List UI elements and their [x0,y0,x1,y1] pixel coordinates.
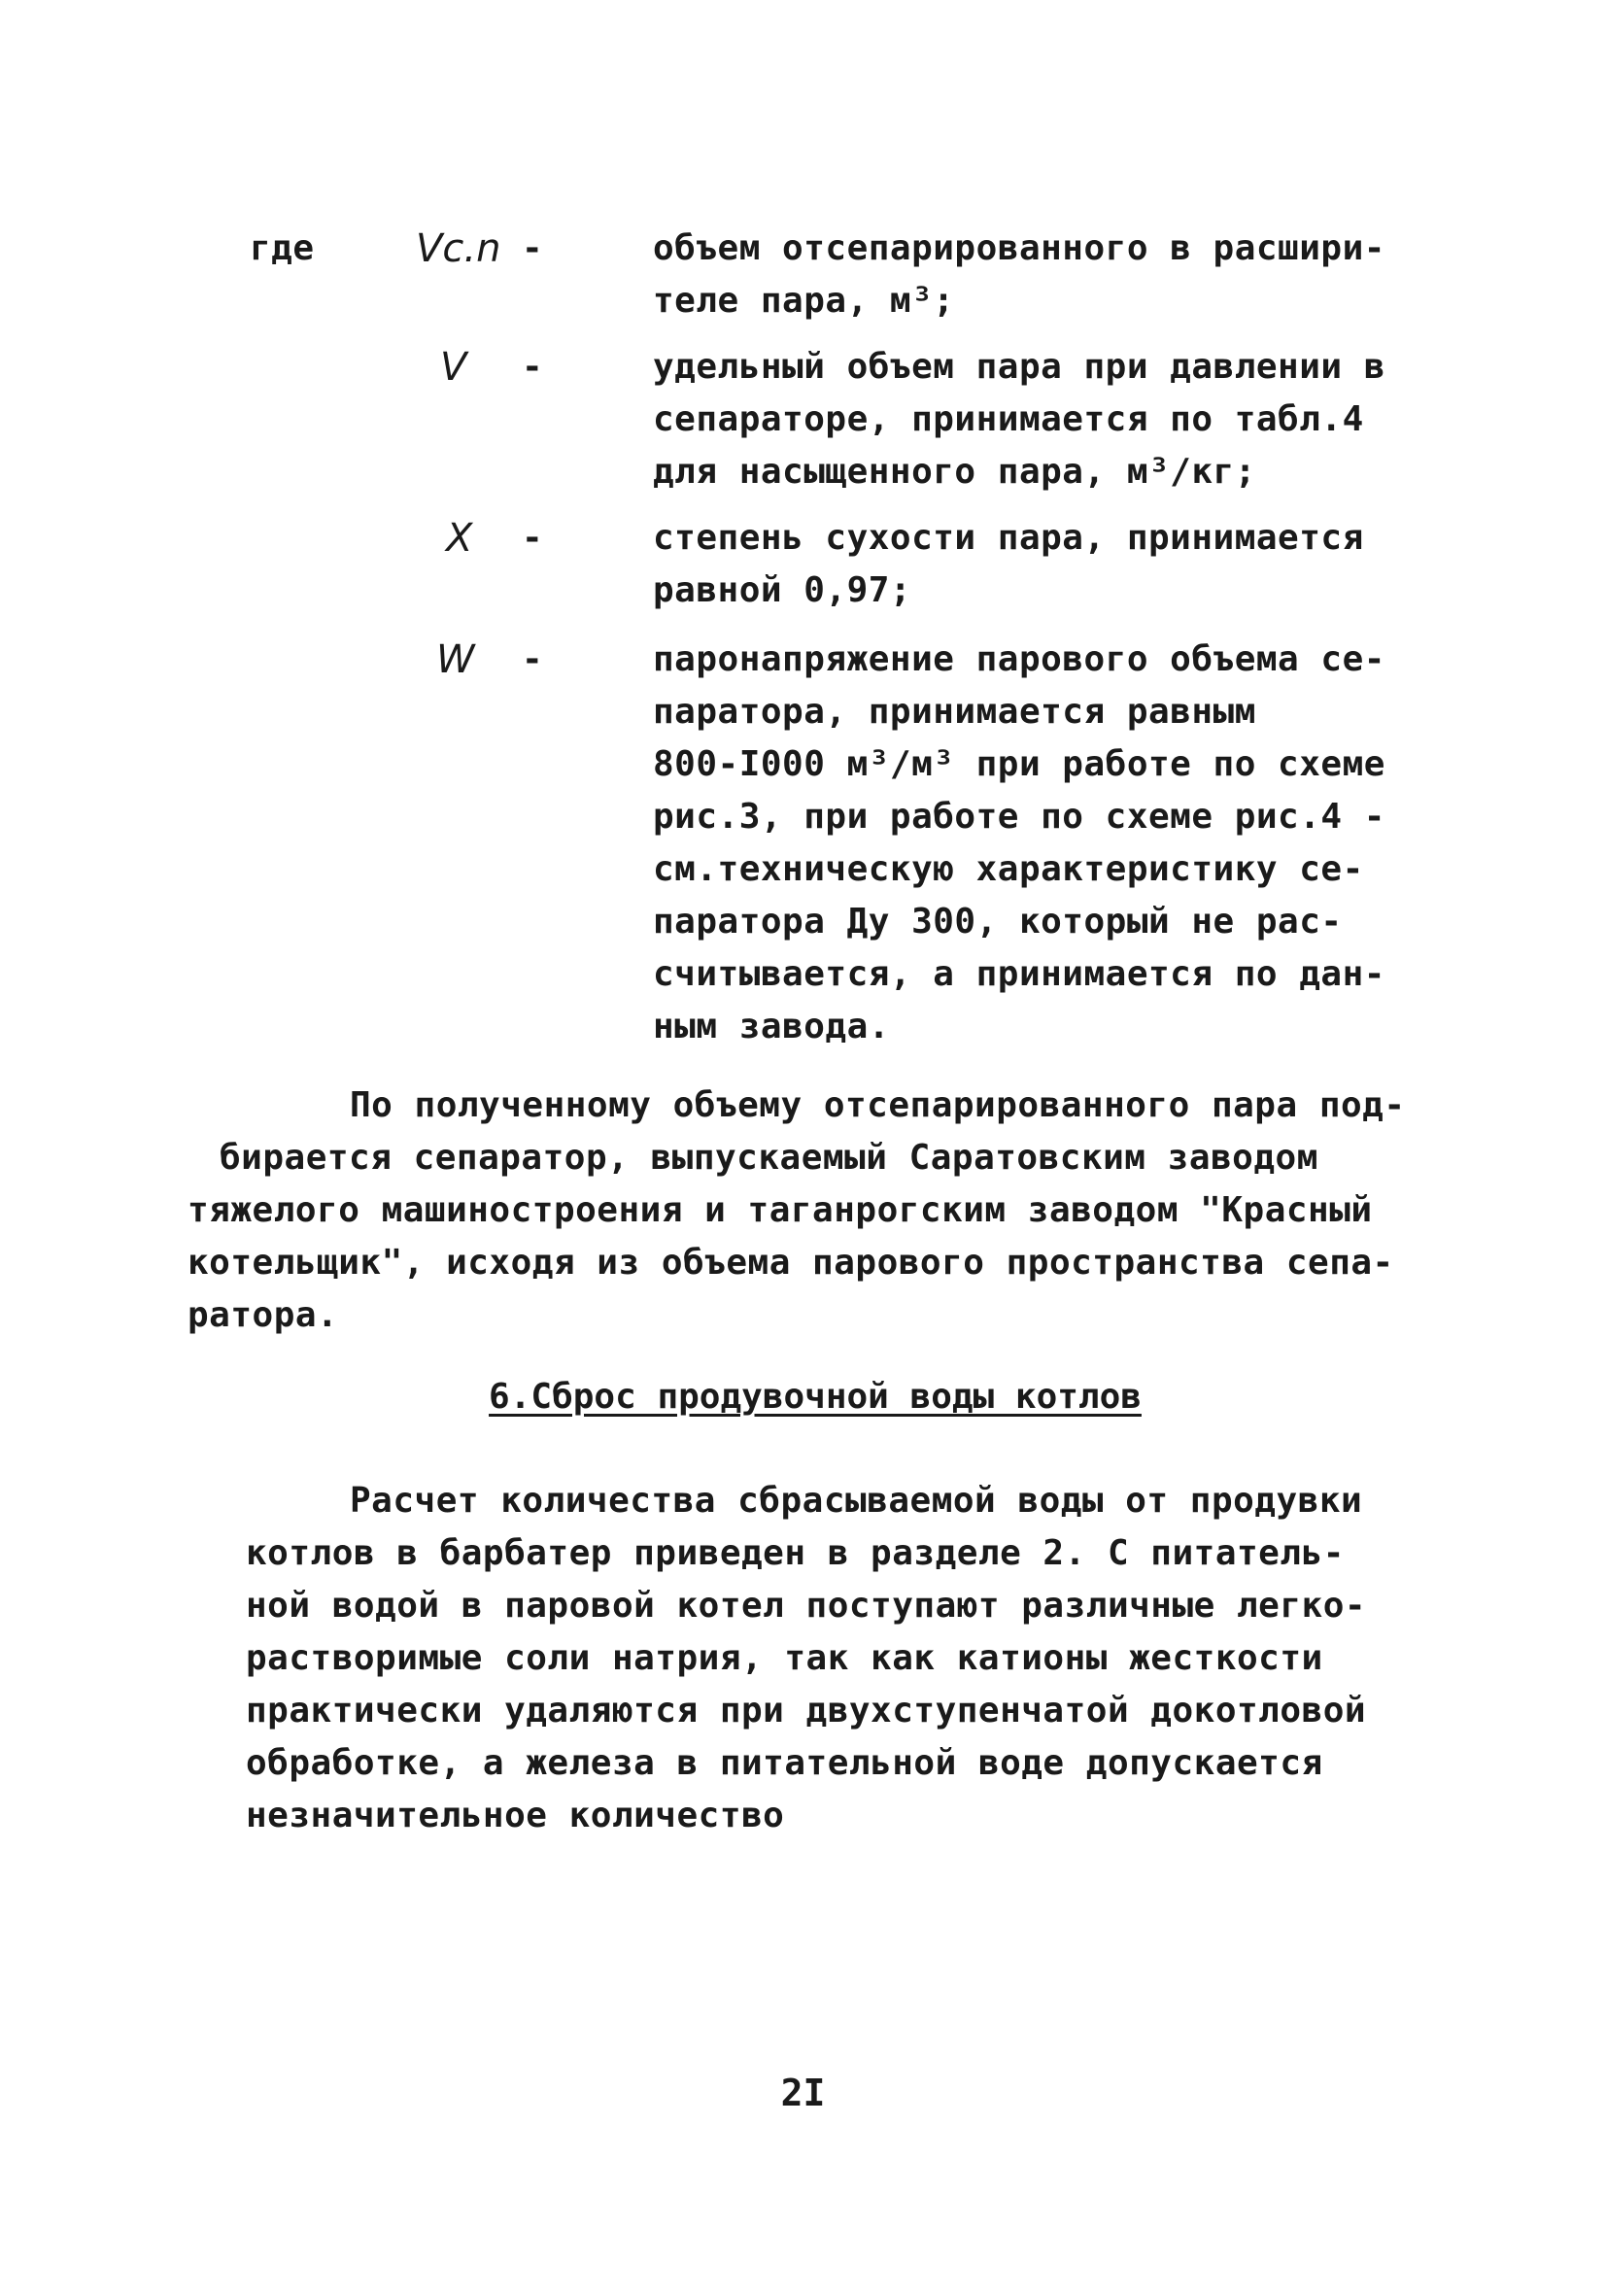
definition-text: сепараторе, принимается по табл.4 [653,399,1364,439]
paragraph-line: ратора. [188,1295,339,1335]
page-number: 2I [780,2072,826,2114]
definition-dash: - [522,228,543,268]
definition-dash: - [522,518,543,558]
paragraph-line: котлов в барбатер приведен в разделе 2. С питатель- [246,1533,1345,1573]
paragraph-line: незначительное количество [246,1796,785,1835]
definition-text: равной 0,97; [653,570,912,610]
paragraph-line: практически удаляются при двухступенчатой докотловой [246,1691,1367,1731]
definition-text: рис.3, при работе по схеме рис.4 - [653,797,1385,837]
definition-text: теле пара, м³; [653,281,955,321]
definition-text: объем отсепарированного в расшири- [653,228,1385,268]
symbol-vcn: Vc.n [416,226,501,271]
symbol-w: W [436,637,475,682]
definition-text: паронапряжение парового объема се- [653,639,1385,679]
paragraph-line: бирается сепаратор, выпускаемый Саратовским заводом [220,1138,1318,1178]
paragraph-line: тяжелого машиностроения и таганрогским заводом "Красный [188,1190,1373,1230]
section-heading: 6.Сброс продувочной воды котлов [489,1377,1142,1417]
definition-text: паратора, принимается равным [653,692,1256,732]
definition-text: считывается, а принимается по дан- [653,954,1385,994]
definition-text: см.техническую характеристику се- [653,849,1364,889]
definition-dash: - [522,639,543,679]
symbol-x: X [446,516,473,561]
where-word: где [250,228,315,268]
definition-text: степень сухости пара, принимается [653,518,1364,558]
paragraph-line: обработке, а железа в питательной воде допускается [246,1743,1323,1783]
paragraph-line: ной водой в паровой котел поступают различные легко- [246,1586,1367,1626]
paragraph-line: котельщик", исходя из объема парового пространства сепа- [188,1243,1394,1283]
paragraph-line: Расчет количества сбрасываемой воды от продувки [350,1481,1363,1521]
symbol-v: V [440,345,467,390]
definition-text: 800-I000 м³/м³ при работе по схеме [653,744,1385,784]
paragraph-line: растворимые соли натрия, так как катионы жесткости [246,1638,1323,1678]
definition-text: удельный объем пара при давлении в [653,347,1385,387]
definition-text: паратора Ду 300, который не рас- [653,902,1343,942]
definition-dash: - [522,347,543,387]
definition-text: для насыщенного пара, м³/кг; [653,452,1256,492]
definition-text: ным завода. [653,1007,890,1046]
paragraph-line: По полученному объему отсепарированного пара под- [350,1085,1406,1125]
